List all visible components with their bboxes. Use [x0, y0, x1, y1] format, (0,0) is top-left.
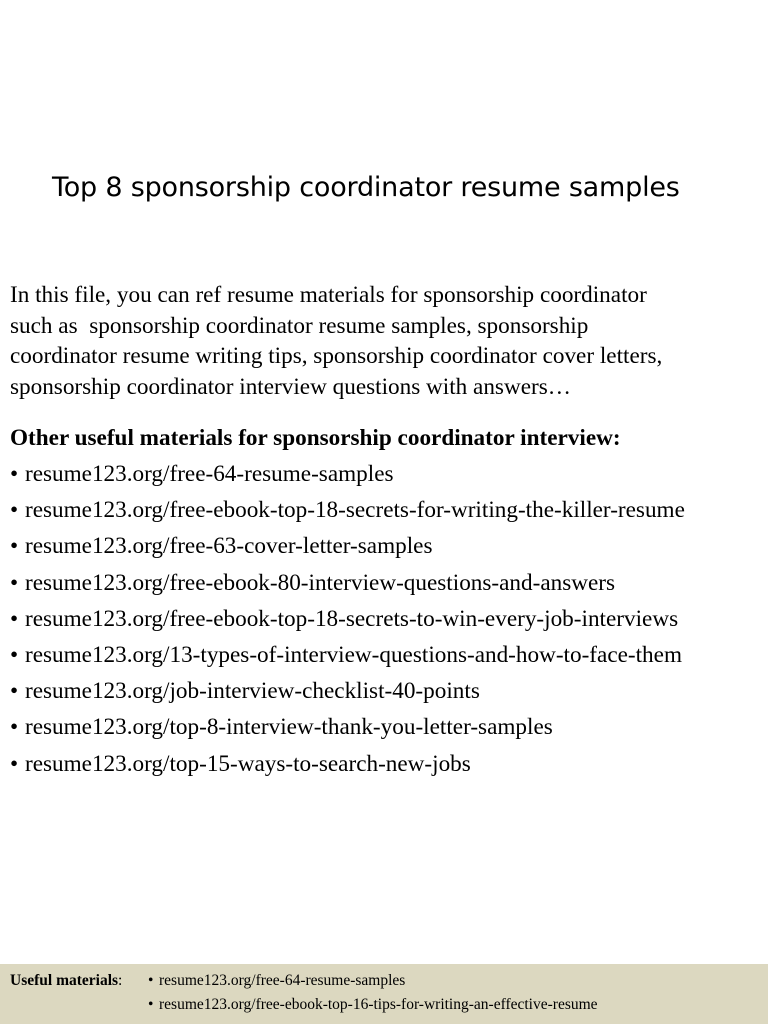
- list-item: [10, 456, 765, 492]
- intro-line: coordinator resume writing tips, sponsorship coordinator cover letters,: [10, 343, 663, 369]
- bullet-icon: •: [10, 641, 19, 668]
- footer-label: [10, 972, 122, 990]
- footer-link[interactable]: resume123.org/free-64-resume-samples: [159, 972, 406, 989]
- resource-link[interactable]: resume123.org/free-ebook-80-interview-questions-and-answers: [25, 569, 616, 596]
- footer-band: [0, 964, 768, 1024]
- intro-line: such as sponsorship coordinator resume samples, sponsorship: [10, 312, 589, 339]
- footer-colon: :: [118, 972, 123, 989]
- list-item: [10, 601, 765, 637]
- intro-line: In this file, you can ref resume materials for sponsorship coordinator: [10, 282, 647, 308]
- resource-link[interactable]: resume123.org/free-63-cover-letter-samples: [25, 533, 433, 560]
- list-item: [10, 565, 765, 601]
- materials-heading: Other useful materials for sponsorship coordinator interview:: [10, 425, 621, 451]
- bullet-icon: •: [148, 972, 154, 989]
- list-item: [148, 996, 598, 1020]
- footer-link-list: [148, 972, 598, 1020]
- page-title: Top 8 sponsorship coordinator resume samples: [52, 172, 680, 203]
- list-item: [10, 709, 765, 745]
- list-item: [10, 492, 765, 528]
- list-item: [10, 746, 765, 782]
- list-item: [148, 972, 598, 996]
- bullet-icon: •: [10, 605, 19, 632]
- bullet-icon: •: [10, 569, 19, 596]
- resource-link[interactable]: resume123.org/job-interview-checklist-40-points: [25, 678, 480, 705]
- intro-line: sponsorship coordinator interview questions with answers…: [10, 373, 571, 400]
- resource-link[interactable]: resume123.org/free-ebook-top-18-secrets-to-win-every-job-interviews: [25, 605, 679, 632]
- footer-link[interactable]: resume123.org/free-ebook-top-16-tips-for-writing-an-effective-resume: [159, 996, 598, 1013]
- bullet-icon: •: [10, 533, 19, 560]
- resource-link[interactable]: resume123.org/free-ebook-top-18-secrets-for-writing-the-killer-resume: [25, 497, 685, 524]
- bullet-icon: •: [10, 714, 19, 741]
- list-item: [10, 528, 765, 564]
- bullet-icon: •: [148, 996, 154, 1013]
- bullet-icon: •: [10, 461, 19, 487]
- bullet-icon: •: [10, 750, 19, 777]
- resource-link[interactable]: resume123.org/13-types-of-interview-questions-and-how-to-face-them: [25, 641, 682, 668]
- resource-link[interactable]: resume123.org/top-15-ways-to-search-new-jobs: [25, 750, 471, 777]
- bullet-icon: •: [10, 678, 19, 705]
- resource-link[interactable]: resume123.org/free-64-resume-samples: [25, 461, 394, 487]
- intro-paragraph: [10, 280, 760, 402]
- materials-link-list: [10, 456, 765, 782]
- resource-link[interactable]: resume123.org/top-8-interview-thank-you-letter-samples: [25, 714, 553, 741]
- list-item: [10, 637, 765, 673]
- bullet-icon: •: [10, 497, 19, 524]
- list-item: [10, 673, 765, 709]
- footer-label-text: Useful materials: [10, 972, 119, 989]
